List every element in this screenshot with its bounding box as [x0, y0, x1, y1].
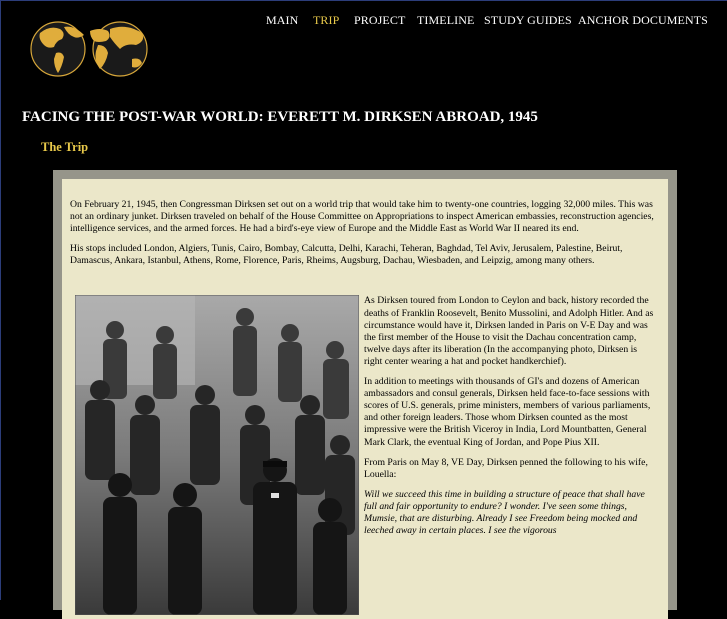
- photo-side-text: [364, 295, 654, 615]
- soldiers-photo: [75, 295, 359, 615]
- nav-study-guides[interactable]: STUDY GUIDES: [484, 13, 572, 27]
- nav-timeline[interactable]: TIMELINE: [417, 13, 475, 27]
- photo-text-row: [70, 295, 660, 615]
- main-nav: [1, 13, 727, 33]
- nav-project[interactable]: PROJECT: [354, 13, 406, 27]
- meetings-paragraph: In addition to meetings with thousands of GI's and dozens of American ambassadors and consul generals, Dirksen held face-to-face sessions with scores of U.S. generals, prime ministers, members of various parliaments, and other foreign leaders. Those whom Dirksen counted as the most impressive were the British Viceroy in India, Lord Mountbatten, General Mark Clark, the eventual King of Jordan, and Pope Pius XII.: [364, 376, 651, 448]
- letter-quote: Will we succeed this time in building a structure of peace that shall have full and fair opportunity to endure? I wonder. I've seen some things, Mumsie, that are disturbing. Already I see Freedom being mocked and leeched away in certain places. I see the vigorous: [364, 488, 645, 537]
- intro-paragraph: On February 21, 1945, then Congressman Dirksen set out on a world trip that would take him to twenty-one countries, logging 32,000 miles. This was not an ordinary junket. Dirksen traveled on behalf of the House Committee on Appropriations to inspect American embassies, reconstruction agencies, intelligence services, and the armed forces. He had a bird's-eye view of Europe and the Middle East as World War II neared its end.: [70, 199, 654, 235]
- stops-paragraph: His stops included London, Algiers, Tunis, Cairo, Bombay, Calcutta, Delhi, Karachi, Teheran, Baghdad, Tel Aviv, Jerusalem, Palestine, Beirut, Damascus, Ankara, Istanbul, Athens, Rome, Florence, Paris, Rheims, Augsburg, Dachau, Wiesbaden, and Leipzig, among many others.: [70, 243, 623, 267]
- history-paragraph: As Dirksen toured from London to Ceylon and back, history recorded the deaths of Franklin Roosevelt, Benito Mussolini, and Adolph Hitler. And as circumstance would have it, Dirksen landed in Paris on V-E Day and was the first member of the House to visit the Dachau concentration camp, twelve days after its liberation (In the accompanying photo, Dirksen is right center wearing a hat and pocket handkerchief).: [364, 295, 654, 367]
- content-panel: [62, 179, 668, 619]
- content-frame: [53, 170, 677, 610]
- section-title: The Trip: [41, 140, 89, 154]
- nav-anchor-documents[interactable]: ANCHOR DOCUMENTS: [578, 13, 708, 27]
- nav-main[interactable]: MAIN: [266, 13, 299, 27]
- dachau-photo: [75, 295, 359, 615]
- letter-intro-paragraph: From Paris on May 8, VE Day, Dirksen penned the following to his wife, Louella:: [364, 456, 648, 480]
- page-title: FACING THE POST-WAR WORLD: EVERETT M. DIRKSEN ABROAD, 1945: [22, 109, 538, 125]
- nav-trip[interactable]: TRIP: [313, 13, 340, 27]
